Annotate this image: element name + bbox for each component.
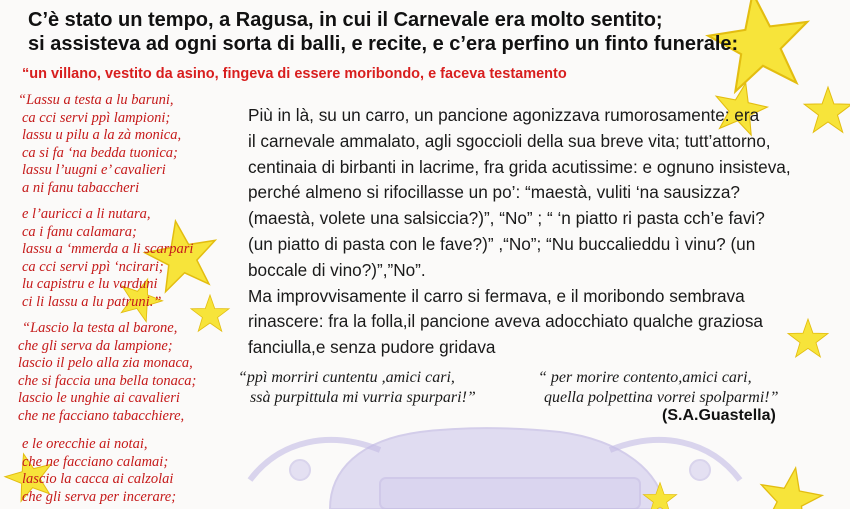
star-icon xyxy=(191,295,229,331)
prose-line: perché almeno si rifocillasse un po’: “maestà, vuliti ‘na sausizza? xyxy=(248,182,740,203)
poem-line: lu capistru e lu varduni xyxy=(22,276,158,293)
heading-line: C’è stato un tempo, a Ragusa, in cui il Carnevale era molto sentito; xyxy=(28,9,663,31)
prose-line: fanciulla,e senza pudore gridava xyxy=(248,337,496,358)
prose-line: rinascere: fra la folla,il pancione aveva adocchiato qualche graziosa xyxy=(248,311,763,332)
dialogue-dialect xyxy=(238,368,476,408)
prose-line: boccale di vino?)”,”No”. xyxy=(248,259,426,280)
poem-line: lassu l’uugni e’ cavalieri xyxy=(22,162,166,179)
poem-line: lascio le unghie ai cavalieri xyxy=(18,390,180,407)
dialogue-line: quella polpettina vorrei spolparmi!” xyxy=(544,389,779,406)
poem-line: ca i fanu calamara; xyxy=(22,223,137,240)
poem-line: “Lascio la testa al barone, xyxy=(22,320,178,336)
poem-line: “Lassu a testa a lu baruni, xyxy=(18,92,174,108)
dialogue-italian xyxy=(538,368,779,408)
poem-line: lascio il pelo alla zia monaca, xyxy=(18,355,193,372)
poem-line: lassu a ‘mmerda a li scarpari xyxy=(22,241,194,258)
poem-line: che ne facciano tabacchiere, xyxy=(18,407,185,424)
dialogue-line: ssà purpittula mi vurria spurpari!” xyxy=(250,389,476,406)
poem-line: ci li lassu a lu patruni.” xyxy=(22,293,162,310)
poem-line: che gli serva da lampione; xyxy=(18,337,173,354)
poem-line: e l’auricci a li nutara, xyxy=(22,206,151,222)
intro-quote: “un villano, vestito da asino, fingeva di essere moribondo, e faceva testamento xyxy=(22,66,567,82)
poem-italian-2 xyxy=(22,436,176,506)
dialogue-line: “ppì morriri cuntentu ,amici cari, xyxy=(238,369,455,386)
prose-line: centinaia di birbanti in lacrime, fra grida acutissime: e ognuno insisteva, xyxy=(248,156,791,177)
poem-line: che gli serva per incerare; xyxy=(22,488,177,505)
prose-line: il carnevale ammalato, agli sgoccioli della sua breve vita; tutt’attorno, xyxy=(248,130,771,151)
prose-line: (maestà, volete una salsiccia?)”, “No” ; “ ‘n piatto ri pasta cch’e favi? xyxy=(248,208,765,229)
signature: (S.A.Guastella) xyxy=(662,407,776,424)
poem-line: lassu u pilu a la zà monica, xyxy=(22,127,182,144)
dialogue-line: “ per morire contento,amici cari, xyxy=(538,369,752,386)
prose-line: (un piatto di pasta con le fave?)” ,“No”; “Nu buccalieddu ì vinu? (un xyxy=(248,233,756,254)
prose-body xyxy=(248,103,828,361)
poem-line: ca si fa ‘na bedda tuonica; xyxy=(22,144,178,161)
poem-line: che si faccia una bella tonaca; xyxy=(18,372,197,389)
page-heading xyxy=(28,8,738,56)
poem-line: ca cci servi ppì ‘ncirari; xyxy=(22,258,164,275)
prose-line: Ma improvvisamente il carro si fermava, e il moribondo sembrava xyxy=(248,285,745,306)
poem-dialect-2 xyxy=(22,206,193,312)
prose-line: Più in là, su un carro, un pancione agonizzava rumorosamente: era xyxy=(248,105,760,125)
heading-line: si assisteva ad ogni sorta di balli, e recite, e c’era perfino un finto funerale: xyxy=(28,33,739,55)
poem-line: ca cci servi ppì lampioni; xyxy=(22,109,171,126)
poem-line: a ni fanu tabaccheri xyxy=(22,179,140,196)
poem-line: lascio la cacca ai calzolai xyxy=(22,471,174,488)
poem-dialect xyxy=(18,92,181,198)
poem-line: e le orecchie ai notai, xyxy=(22,436,148,452)
poem-italian xyxy=(18,320,196,426)
poem-line: che ne facciano calamai; xyxy=(22,453,169,470)
star-icon xyxy=(755,463,826,509)
